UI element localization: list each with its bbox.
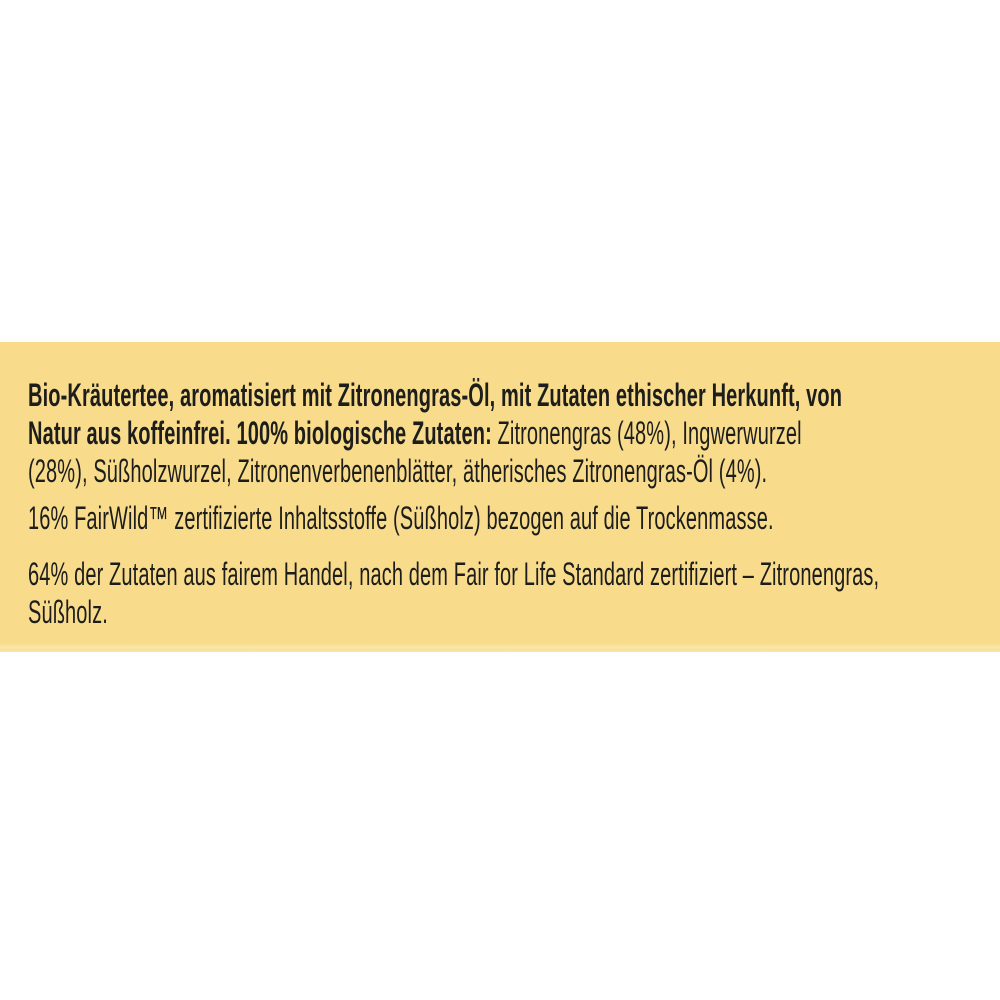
fair-for-life-line-2 [28, 593, 636, 631]
ingredients-text-line-2 [28, 414, 802, 452]
ingredients-text-line-3 [28, 452, 768, 490]
fairwild-certification-text: 16% FairWild™ zertifizierte Inhaltsstoffe (Süßholz) bezogen auf die Trockenmasse. [28, 500, 774, 536]
description-bold-text: Natur aus koffeinfrei. 100% biologische Zutaten: [28, 415, 492, 451]
ingredients-label-panel [0, 342, 1000, 652]
fair-for-life-text: Süßholz. [28, 594, 108, 630]
description-bold-text: Bio-Kräutertee, aromatisiert mit Zitronengras-Öl, mit Zutaten ethischer Herkunft, von [28, 377, 843, 413]
ingredients-list-text: (28%), Süßholzwurzel, Zitronenverbenenblätter, ätherisches Zitronengras-Öl (4%). [28, 453, 768, 489]
fairwild-certification-line [28, 499, 774, 537]
fair-for-life-line-1 [28, 555, 880, 593]
ingredients-list-text: Zitronengras (48%), Ingwerwurzel [491, 415, 802, 451]
fair-for-life-text: 64% der Zutaten aus fairem Handel, nach dem Fair for Life Standard zertifiziert – Zitronengras, [28, 556, 880, 592]
ingredients-text-line-1 [28, 376, 843, 414]
